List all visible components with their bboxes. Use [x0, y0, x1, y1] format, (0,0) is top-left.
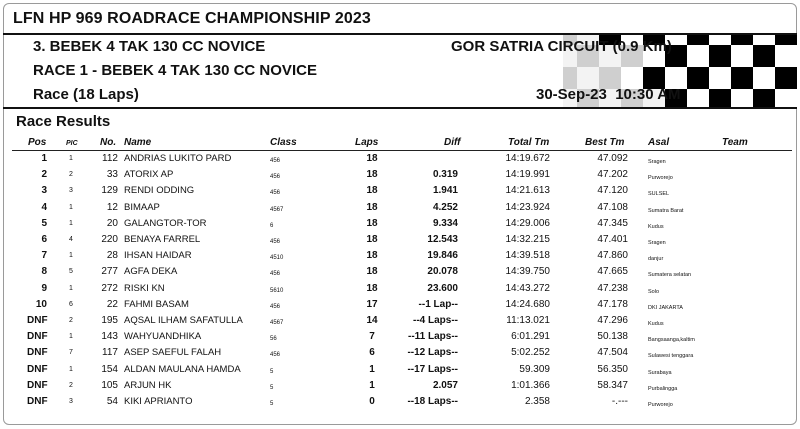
cell-diff: --12 Laps--: [407, 347, 458, 359]
cell-pic: 1: [69, 155, 73, 162]
cell-best-time: 47.665: [597, 266, 628, 278]
cell-best-time: 47.108: [597, 201, 628, 213]
col-pos: Pos: [28, 137, 47, 148]
cell-best-time: 47.092: [597, 153, 628, 164]
cell-class: 4567: [270, 320, 284, 326]
cell-rider-name: FAHMI BASAM: [124, 298, 189, 310]
cell-total-time: 14:39.750: [505, 266, 550, 278]
cell-origin: SULSEL: [648, 191, 670, 198]
cell-rider-name: ARJUN HK: [124, 379, 172, 391]
cell-total-time: 2.358: [524, 396, 550, 407]
cell-laps: 18: [366, 153, 378, 164]
cell-rider-name: RISKI KN: [124, 282, 165, 294]
cell-origin: danjur: [648, 256, 664, 263]
cell-laps: 18: [366, 266, 378, 278]
cell-total-time: 1:01.366: [511, 379, 550, 391]
cell-total-time: 59.309: [519, 363, 550, 375]
cell-pic: 3: [69, 187, 73, 195]
cell-laps: 7: [369, 331, 375, 343]
col-team: Team: [722, 137, 748, 148]
cell-best-time: 47.238: [597, 282, 628, 294]
cell-rider-number: 117: [102, 347, 118, 359]
cell-laps: 18: [366, 185, 378, 197]
cell-best-time: 58.347: [597, 379, 628, 391]
cell-rider-number: 105: [101, 379, 118, 391]
table-row: [0, 168, 800, 184]
race-time: 10:30 AM: [615, 86, 681, 103]
cell-diff: 4.252: [432, 201, 458, 213]
cell-laps: 0: [369, 396, 375, 407]
table-row: [0, 363, 800, 379]
cell-pic: 1: [69, 252, 73, 260]
race-datetime: [536, 86, 681, 103]
cell-best-time: 47.345: [597, 217, 628, 229]
table-row: [0, 379, 800, 395]
col-name: Name: [124, 137, 152, 148]
cell-laps: 17: [366, 298, 378, 310]
cell-laps: 6: [369, 347, 375, 359]
championship-title: LFN HP 969 ROADRACE CHAMPIONSHIP 2023: [13, 10, 371, 27]
cell-origin: Sragen: [648, 159, 666, 165]
cell-position: DNF: [27, 379, 48, 391]
cell-pic: 4: [69, 236, 73, 243]
cell-diff: 20.078: [427, 266, 458, 278]
cell-pic: 1: [69, 284, 73, 292]
table-row: [0, 217, 800, 233]
cell-total-time: 14:29.006: [505, 217, 550, 229]
col-laps: Laps: [355, 137, 379, 148]
cell-position: 5: [41, 217, 47, 229]
cell-position: 1: [41, 153, 47, 164]
cell-pic: 2: [69, 171, 73, 179]
cell-origin: Bangsaanga,kaltim: [648, 337, 695, 344]
cell-rider-name: RENDI ODDING: [124, 185, 195, 197]
cell-class: 5: [270, 368, 274, 375]
col-class: Class: [270, 137, 297, 148]
cell-total-time: 14:21.613: [505, 185, 550, 197]
cell-origin: Sragen: [648, 240, 666, 246]
cell-diff: --1 Lap--: [418, 298, 458, 310]
cell-class: 456: [270, 239, 281, 245]
cell-total-time: 14:23.924: [505, 201, 550, 213]
cell-pic: 1: [69, 219, 73, 227]
cell-total-time: 14:43.272: [505, 282, 550, 294]
cell-class: 5: [270, 401, 274, 407]
cell-rider-number: 154: [101, 363, 118, 375]
cell-total-time: 14:39.518: [505, 250, 550, 262]
cell-class: 5610: [270, 287, 284, 294]
cell-rider-name: KIKI APRIANTO: [124, 396, 193, 407]
cell-diff: --17 Laps--: [407, 363, 458, 375]
cell-position: 8: [41, 266, 47, 278]
cell-position: DNF: [27, 315, 48, 326]
race-date: 30-Sep-23: [536, 86, 607, 103]
cell-class: 4510: [270, 255, 284, 262]
cell-pic: 1: [69, 203, 73, 211]
cell-diff: --4 Laps--: [413, 315, 458, 326]
cell-class: 456: [270, 190, 281, 197]
cell-pic: 1: [69, 333, 73, 341]
col-best: Best Tm: [585, 137, 625, 148]
cell-origin: Sumatera selatan: [648, 272, 692, 279]
col-no: No.: [100, 137, 117, 148]
cell-diff: 19.846: [427, 250, 458, 262]
race-laps: Race (18 Laps): [33, 86, 139, 103]
cell-laps: 1: [369, 363, 375, 375]
cell-class: 456: [270, 352, 281, 359]
cell-class: 456: [270, 303, 281, 310]
cell-rider-name: ANDRIAS LUKITO PARD: [124, 153, 232, 164]
cell-rider-number: 20: [106, 217, 118, 229]
col-asal: Asal: [648, 137, 670, 148]
cell-laps: 18: [366, 282, 378, 294]
cell-class: 4567: [270, 206, 284, 213]
cell-rider-number: 54: [106, 396, 118, 407]
cell-rider-number: 12: [106, 201, 118, 213]
cell-rider-name: ASEP SAEFUL FALAH: [124, 347, 222, 359]
cell-best-time: 56.350: [597, 363, 628, 375]
cell-rider-number: 129: [101, 185, 118, 197]
cell-rider-name: IHSAN HAIDAR: [124, 250, 192, 262]
cell-class: 5: [270, 384, 274, 391]
event-header: [3, 35, 797, 107]
table-row: [0, 265, 800, 281]
table-row: [0, 314, 800, 330]
cell-origin: Solo: [648, 288, 660, 295]
cell-class: 456: [270, 271, 281, 278]
cell-pic: 5: [69, 268, 73, 276]
cell-pic: 3: [69, 398, 73, 405]
cell-laps: 18: [366, 250, 378, 262]
table-row: [0, 346, 800, 362]
cell-position: 9: [41, 282, 47, 294]
cell-class: 56: [270, 336, 277, 343]
cell-rider-number: 143: [101, 331, 118, 343]
cell-origin: Kudus: [648, 223, 664, 230]
cell-rider-name: WAHYUANDHIKA: [124, 331, 202, 343]
cell-pic: 7: [69, 349, 73, 357]
cell-position: 6: [41, 234, 47, 245]
cell-position: 3: [41, 185, 47, 197]
cell-position: DNF: [27, 347, 48, 359]
cell-rider-name: ATORIX AP: [124, 169, 174, 181]
cell-position: 4: [41, 201, 47, 213]
table-row: [0, 184, 800, 200]
cell-origin: DKI JAKARTA: [648, 304, 683, 311]
header-divider: [3, 107, 797, 109]
cell-rider-number: 22: [106, 298, 118, 310]
cell-class: 456: [270, 158, 281, 164]
cell-position: 7: [41, 250, 47, 262]
cell-position: 2: [41, 169, 47, 181]
cell-laps: 18: [366, 234, 378, 245]
cell-best-time: 47.860: [597, 250, 628, 262]
cell-rider-name: GALANGTOR-TOR: [124, 217, 207, 229]
cell-origin: Sulawesi tenggara: [648, 353, 694, 360]
cell-diff: 23.600: [427, 282, 458, 294]
cell-origin: Kudus: [648, 321, 664, 327]
table-row: [0, 330, 800, 346]
cell-rider-name: AGFA DEKA: [124, 266, 178, 278]
cell-diff: --18 Laps--: [407, 396, 458, 407]
cell-pic: 2: [69, 381, 73, 389]
cell-total-time: 5:02.252: [511, 347, 550, 359]
cell-diff: 9.334: [432, 217, 458, 229]
cell-rider-number: 33: [106, 169, 118, 181]
cell-best-time: 47.178: [597, 298, 628, 310]
cell-position: DNF: [27, 331, 48, 343]
cell-total-time: 6:01.291: [511, 331, 550, 343]
table-row: [0, 395, 800, 411]
cell-total-time: 11:13.021: [506, 315, 550, 326]
cell-laps: 18: [366, 169, 378, 181]
table-row: [0, 201, 800, 217]
cell-position: DNF: [27, 396, 48, 407]
cell-origin: Sumatra Barat: [648, 207, 684, 214]
cell-rider-name: AQSAL ILHAM SAFATULLA: [124, 315, 243, 326]
cell-diff: --11 Laps--: [407, 331, 458, 343]
cell-origin: Surabaya: [648, 369, 672, 376]
cell-best-time: -.---: [611, 396, 628, 407]
circuit-name: GOR SATRIA CIRCUIT (0.9 Km): [451, 38, 672, 55]
col-total: Total Tm: [508, 137, 550, 148]
cell-best-time: 47.401: [597, 234, 628, 245]
cell-pic: 1: [69, 365, 73, 373]
cell-class: 456: [270, 174, 281, 181]
cell-laps: 1: [369, 379, 375, 391]
cell-rider-name: BENAYA FARREL: [124, 234, 201, 245]
cell-diff: 2.057: [432, 379, 458, 391]
cell-total-time: 14:32.215: [505, 234, 550, 245]
cell-rider-name: ALDAN MAULANA HAMDA: [124, 363, 241, 375]
cell-origin: Purworejo: [648, 402, 673, 408]
cell-rider-number: 272: [101, 282, 118, 294]
event-category: 3. BEBEK 4 TAK 130 CC NOVICE: [33, 38, 266, 55]
cell-position: 10: [35, 298, 47, 310]
cell-best-time: 47.504: [597, 347, 628, 359]
cell-rider-number: 195: [101, 315, 118, 326]
table-row: [0, 282, 800, 298]
section-title: Race Results: [16, 113, 111, 130]
cell-pic: 6: [69, 300, 73, 308]
cell-class: 6: [270, 222, 274, 229]
cell-diff: 12.543: [427, 234, 458, 245]
cell-laps: 18: [366, 217, 378, 229]
race-name: RACE 1 - BEBEK 4 TAK 130 CC NOVICE: [33, 62, 317, 79]
cell-rider-name: BIMAAP: [124, 201, 160, 213]
cell-origin: Purworejo: [648, 175, 673, 182]
cell-position: DNF: [27, 363, 48, 375]
cell-rider-number: 220: [101, 234, 118, 245]
column-header-divider: [12, 150, 792, 151]
cell-laps: 18: [366, 201, 378, 213]
cell-rider-number: 28: [106, 250, 118, 262]
table-row: [0, 233, 800, 249]
cell-rider-number: 112: [102, 153, 118, 164]
cell-origin: Purbalingga: [648, 385, 678, 392]
cell-laps: 14: [366, 315, 378, 326]
cell-rider-number: 277: [101, 266, 118, 278]
cell-diff: 1.941: [432, 185, 458, 197]
col-diff: Diff: [444, 137, 461, 148]
cell-best-time: 47.202: [597, 169, 628, 181]
cell-best-time: 47.120: [597, 185, 628, 197]
cell-pic: 2: [69, 317, 73, 324]
col-pic: PIC: [66, 140, 78, 147]
cell-best-time: 47.296: [597, 315, 628, 326]
cell-best-time: 50.138: [597, 331, 628, 343]
cell-diff: 0.319: [432, 169, 458, 181]
cell-total-time: 14:24.680: [505, 298, 550, 310]
cell-total-time: 14:19.672: [505, 153, 550, 164]
table-row: [0, 249, 800, 265]
table-row: [0, 152, 800, 168]
cell-total-time: 14:19.991: [505, 169, 550, 181]
table-row: [0, 298, 800, 314]
